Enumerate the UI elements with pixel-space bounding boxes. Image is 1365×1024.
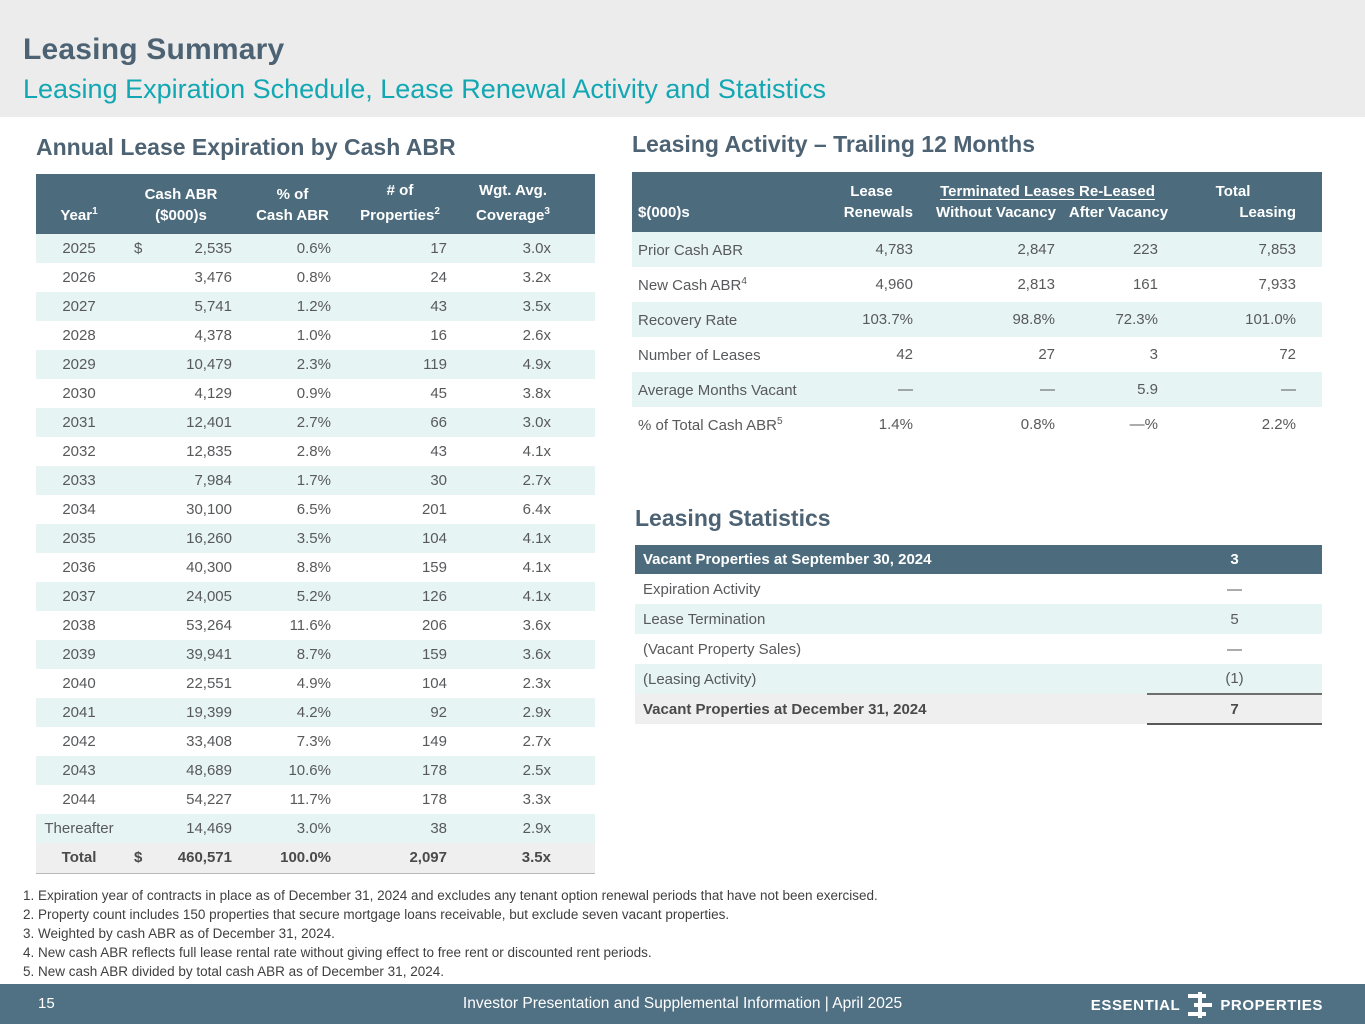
pct-cell: 11.6%	[289, 617, 331, 634]
pct-cell: 1.2%	[296, 298, 331, 315]
cash-abr-cell: 5,741	[194, 298, 232, 315]
column-header-without-vacancy: Without Vacancy	[925, 202, 1067, 232]
properties-cell: 16	[430, 327, 447, 344]
total-leasing-value: 72	[1279, 346, 1296, 363]
activity-table-row	[632, 372, 1322, 407]
footer-caption: Investor Presentation and Supplemental Information | April 2025	[462, 995, 903, 1012]
row-label: % of Total Cash ABR$^5$	[638, 415, 783, 434]
activity-section-title: Leasing Activity – Trailing 12 Months	[632, 131, 1036, 157]
pct-cell: 1.7%	[296, 472, 331, 489]
properties-cell: 104	[421, 675, 447, 692]
after-vacancy-value: —%	[1129, 416, 1158, 433]
pct-cell: 0.8%	[296, 269, 331, 286]
properties-cell: 104	[421, 530, 447, 547]
stat-value: —	[1227, 580, 1242, 598]
footnote-line: 4. New cash ABR reflects full lease rental rate without giving effect to free rent or discounted rent periods.	[23, 945, 652, 960]
stat-label: Lease Termination	[643, 610, 766, 628]
activity-table-row	[632, 337, 1322, 372]
expiration-table-row	[36, 756, 595, 785]
renewals-value: 4,960	[875, 276, 913, 293]
coverage-cell: 2.5x	[522, 762, 551, 779]
page-number: 15	[38, 995, 55, 1012]
cash-abr-cell: 3,476	[194, 269, 232, 286]
pct-cell: 4.2%	[296, 704, 331, 721]
cash-abr-cell: 16,260	[186, 530, 232, 547]
expiration-table-row	[36, 234, 595, 263]
page-title: Leasing Summary	[23, 33, 285, 66]
after-vacancy-value: 5.9	[1137, 381, 1158, 398]
total-properties: 2,097	[345, 843, 455, 873]
column-header-leasing: Leasing	[1170, 202, 1322, 232]
row-label: New Cash ABR$^4$	[638, 275, 747, 294]
cash-abr-cell: 7,984	[194, 472, 232, 489]
coverage-cell: 3.2x	[522, 269, 551, 286]
statistics-row	[635, 664, 1322, 694]
pct-cell: 1.0%	[296, 327, 331, 344]
activity-header-row-1	[632, 172, 1322, 202]
after-vacancy-value: 161	[1132, 276, 1158, 293]
footnote-line: 5. New cash ABR divided by total cash ABR as of December 31, 2024.	[23, 964, 444, 979]
year-cell: 2034	[62, 501, 96, 518]
year-cell: 2036	[62, 559, 96, 576]
stat-value: 5	[1230, 610, 1239, 628]
right-column	[632, 112, 1322, 725]
page-subtitle: Leasing Expiration Schedule, Lease Renewal Activity and Statistics	[23, 74, 826, 104]
statistics-row	[635, 604, 1322, 634]
column-header-000s: $(000)s	[632, 202, 830, 232]
year-cell: 2030	[62, 385, 96, 402]
coverage-cell: 6.4x	[522, 501, 551, 518]
statistics-section-title: Leasing Statistics	[635, 505, 831, 531]
header-spacer	[632, 172, 830, 202]
column-header-num-properties: # of Properties$^2$	[345, 174, 455, 234]
column-header-after-vacancy: After Vacancy	[1067, 202, 1170, 232]
year-cell: 2027	[62, 298, 96, 315]
column-group-terminated-leases: Terminated Leases Re-Leased	[925, 172, 1170, 202]
column-header-cash-abr: Cash ABR ($000)s	[122, 174, 240, 234]
stat-label: Expiration Activity	[643, 580, 761, 598]
footnote-line: 3. Weighted by cash ABR as of December 31, 2024.	[23, 926, 335, 941]
essential-properties-logo-icon	[1188, 992, 1212, 1018]
expiration-table-row	[36, 611, 595, 640]
expiration-table-row	[36, 785, 595, 814]
properties-cell: 206	[421, 617, 447, 634]
pct-cell: 0.9%	[296, 385, 331, 402]
total-leasing-value: 7,933	[1258, 276, 1296, 293]
properties-cell: 159	[421, 646, 447, 663]
pct-cell: 4.9%	[296, 675, 331, 692]
column-header-total: Total	[1170, 172, 1322, 202]
footnote-line: 2. Property count includes 150 properties that secure mortgage loans receivable, but exclude seven vacant properties.	[23, 907, 730, 922]
year-cell: 2040	[62, 675, 96, 692]
year-cell: 2025	[62, 240, 96, 257]
expiration-header-row	[36, 174, 595, 234]
cash-abr-cell: $ 2,535	[122, 234, 240, 263]
expiration-section-title: Annual Lease Expiration by Cash ABR	[36, 134, 456, 160]
cash-abr-cell: 54,227	[186, 791, 232, 808]
cash-abr-cell: 30,100	[186, 501, 232, 518]
pct-cell: 7.3%	[296, 733, 331, 750]
renewals-value: —	[898, 381, 913, 398]
year-cell: 2041	[62, 704, 96, 721]
coverage-cell: 3.8x	[522, 385, 551, 402]
expiration-table-row	[36, 321, 595, 350]
dollar-sign: $	[134, 849, 143, 867]
year-cell: 2031	[62, 414, 96, 431]
logo-text-properties: PROPERTIES	[1220, 996, 1323, 1014]
renewals-value: 42	[896, 346, 913, 363]
properties-cell: 30	[430, 472, 447, 489]
coverage-cell: 2.3x	[522, 675, 551, 692]
expiration-table-row	[36, 408, 595, 437]
row-label: Number of Leases	[638, 346, 761, 364]
coverage-cell: 2.9x	[522, 704, 551, 721]
without-vacancy-value: 2,813	[1017, 276, 1055, 293]
coverage-cell: 3.6x	[522, 646, 551, 663]
statistics-section	[635, 505, 1322, 725]
coverage-cell: 4.1x	[522, 530, 551, 547]
total-leasing-value: 101.0%	[1245, 311, 1296, 328]
stat-label: Vacant Properties at September 30, 2024	[635, 545, 1147, 574]
without-vacancy-value: 98.8%	[1012, 311, 1055, 328]
cash-abr-cell: 48,689	[186, 762, 232, 779]
cash-abr-cell: 19,399	[186, 704, 232, 721]
after-vacancy-value: 3	[1149, 346, 1158, 363]
activity-table-row	[632, 232, 1322, 267]
cash-abr-cell: 40,300	[186, 559, 232, 576]
coverage-cell: 3.5x	[522, 298, 551, 315]
properties-cell: 24	[430, 269, 447, 286]
cash-abr-cell: 39,941	[186, 646, 232, 663]
statistics-header-row	[635, 545, 1322, 574]
year-cell: 2026	[62, 269, 96, 286]
renewals-value: 1.4%	[878, 416, 913, 433]
cash-abr-cell: 22,551	[186, 675, 232, 692]
expiration-table-row	[36, 292, 595, 321]
properties-cell: 178	[421, 762, 447, 779]
cash-abr-cell: 10,479	[186, 356, 232, 373]
column-header-lease: Lease	[830, 172, 925, 202]
year-cell: 2042	[62, 733, 96, 750]
properties-cell: 38	[430, 820, 447, 837]
expiration-table-row	[36, 263, 595, 292]
coverage-cell: 3.3x	[522, 791, 551, 808]
column-header-pct-of-cash-abr: % of Cash ABR	[240, 174, 345, 234]
pct-cell: 2.3%	[296, 356, 331, 373]
expiration-table-row	[36, 698, 595, 727]
coverage-cell: 3.6x	[522, 617, 551, 634]
column-header-wgt-avg-coverage: Wgt. Avg. Coverage$^3$	[455, 174, 595, 234]
pct-cell: 5.2%	[296, 588, 331, 605]
pct-cell: 2.8%	[296, 443, 331, 460]
stat-total-value: 7	[1147, 694, 1322, 724]
coverage-cell: 2.9x	[522, 820, 551, 837]
stat-label: (Leasing Activity)	[643, 670, 757, 688]
expiration-table-row	[36, 466, 595, 495]
pct-cell: 0.6%	[296, 240, 331, 257]
pct-cell: 3.0%	[296, 820, 331, 837]
coverage-cell: 4.1x	[522, 559, 551, 576]
expiration-table-row	[36, 553, 595, 582]
activity-table-row	[632, 407, 1322, 442]
expiration-table-row	[36, 524, 595, 553]
total-coverage: 3.5x	[455, 843, 595, 873]
activity-header-row-2	[632, 202, 1322, 232]
leasing-activity-table	[632, 172, 1322, 442]
expiration-section	[36, 117, 595, 874]
properties-cell: 17	[430, 240, 447, 257]
coverage-cell: 4.1x	[522, 588, 551, 605]
cash-abr-cell: 4,378	[194, 327, 232, 344]
column-header-renewals: Renewals	[830, 202, 925, 232]
cash-abr-cell: 24,005	[186, 588, 232, 605]
activity-table-row	[632, 267, 1322, 302]
expiration-table-row	[36, 582, 595, 611]
expiration-table-row	[36, 814, 595, 843]
year-cell: 2028	[62, 327, 96, 344]
properties-cell: 45	[430, 385, 447, 402]
cash-abr-cell: 12,401	[186, 414, 232, 431]
properties-cell: 119	[423, 356, 447, 373]
properties-cell: 149	[421, 733, 447, 750]
year-cell: 2039	[62, 646, 96, 663]
year-cell: 2033	[62, 472, 96, 489]
stat-value: —	[1227, 640, 1242, 658]
year-cell: 2032	[62, 443, 96, 460]
stat-value: 3	[1147, 545, 1322, 574]
cash-abr-cell: 53,264	[186, 617, 232, 634]
pct-cell: 3.5%	[296, 530, 331, 547]
statistics-row	[635, 634, 1322, 664]
expiration-table-row	[36, 640, 595, 669]
total-leasing-value: —	[1281, 381, 1296, 398]
pct-cell: 10.6%	[288, 762, 331, 779]
pct-cell: 2.7%	[296, 414, 331, 431]
footer-bar	[0, 984, 1365, 1024]
header-banner	[0, 0, 1365, 117]
properties-cell: 126	[421, 588, 447, 605]
properties-cell: 43	[430, 443, 447, 460]
properties-cell: 159	[421, 559, 447, 576]
coverage-cell: 3.0x	[522, 414, 551, 431]
footnotes	[23, 886, 878, 981]
properties-cell: 43	[430, 298, 447, 315]
coverage-cell: 2.6x	[522, 327, 551, 344]
stat-value: (1)	[1147, 664, 1322, 694]
row-label: Recovery Rate	[638, 311, 738, 329]
coverage-cell: 2.7x	[522, 733, 551, 750]
coverage-cell: 3.0x	[522, 240, 551, 257]
annual-lease-expiration-table	[36, 174, 595, 874]
year-cell: 2043	[62, 762, 96, 779]
cash-abr-cell: 4,129	[194, 385, 232, 402]
row-label: Prior Cash ABR	[638, 241, 744, 259]
stat-total-label: Vacant Properties at December 31, 2024	[643, 700, 927, 718]
renewals-value: 4,783	[875, 241, 913, 258]
expiration-total-row	[36, 843, 595, 873]
total-label: Total	[36, 843, 122, 873]
year-cell: Thereafter	[44, 820, 114, 837]
renewals-value: 103.7%	[862, 311, 913, 328]
properties-cell: 92	[430, 704, 447, 721]
expiration-table-row	[36, 669, 595, 698]
stat-label: (Vacant Property Sales)	[643, 640, 802, 658]
cash-abr-cell: 12,835	[186, 443, 232, 460]
year-cell: 2037	[62, 588, 96, 605]
properties-cell: 66	[430, 414, 447, 431]
without-vacancy-value: —	[1040, 381, 1055, 398]
pct-cell: 11.7%	[289, 791, 331, 808]
expiration-table-row	[36, 727, 595, 756]
after-vacancy-value: 223	[1132, 241, 1158, 258]
pct-cell: 6.5%	[296, 501, 331, 518]
activity-table-row	[632, 302, 1322, 337]
year-cell: 2044	[62, 791, 96, 808]
leasing-statistics-table	[635, 545, 1322, 725]
total-pct: 100.0%	[240, 843, 345, 873]
expiration-table-row	[36, 437, 595, 466]
total-leasing-value: 2.2%	[1261, 416, 1296, 433]
expiration-table-row	[36, 495, 595, 524]
row-label: Average Months Vacant	[638, 381, 797, 399]
coverage-cell: 4.1x	[522, 443, 551, 460]
coverage-cell: 2.7x	[522, 472, 551, 489]
column-header-year: Year$^1$	[36, 174, 122, 234]
dollar-sign: $	[134, 240, 143, 257]
company-logo	[1091, 992, 1323, 1018]
statistics-row	[635, 574, 1322, 604]
expiration-table-row	[36, 379, 595, 408]
without-vacancy-value: 27	[1038, 346, 1055, 363]
year-cell: 2029	[62, 356, 96, 373]
year-cell: 2035	[62, 530, 96, 547]
properties-cell: 178	[421, 791, 447, 808]
statistics-total-row	[635, 694, 1322, 724]
without-vacancy-value: 2,847	[1017, 241, 1055, 258]
without-vacancy-value: 0.8%	[1020, 416, 1055, 433]
pct-cell: 8.8%	[296, 559, 331, 576]
properties-cell: 201	[421, 501, 447, 518]
pct-cell: 8.7%	[296, 646, 331, 663]
logo-text-essential: ESSENTIAL	[1090, 996, 1181, 1014]
cash-abr-cell: 14,469	[186, 820, 232, 837]
total-leasing-value: 7,853	[1258, 241, 1296, 258]
footnote-line: 1. Expiration year of contracts in place as of December 31, 2024 and excludes any tenant option renewal periods that have not been exercised.	[23, 888, 878, 903]
cash-abr-cell: 33,408	[186, 733, 232, 750]
coverage-cell: 4.9x	[522, 356, 551, 373]
expiration-table-row	[36, 350, 595, 379]
total-cash-abr: $ 460,571	[122, 843, 240, 873]
year-cell: 2038	[62, 617, 96, 634]
after-vacancy-value: 72.3%	[1115, 311, 1158, 328]
